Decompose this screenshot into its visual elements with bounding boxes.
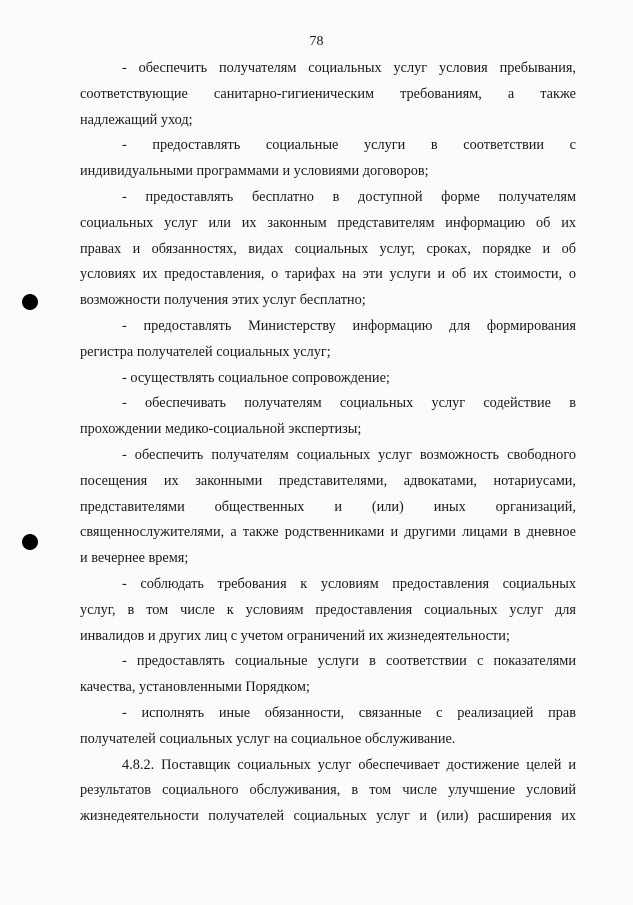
text-line: священнослужителями, а также родственниками и другими лицами в дневное bbox=[80, 524, 576, 541]
text-line: - предоставлять социальные услуги в соответствии с bbox=[122, 137, 576, 154]
text-line: - обеспечить получателям социальных услуг возможность свободного bbox=[122, 446, 576, 463]
text-line: - соблюдать требования к условиям предоставления социальных bbox=[122, 575, 576, 592]
text-line: - обеспечивать получателям социальных услуг содействие в bbox=[122, 395, 576, 412]
text-line: соответствующие санитарно-гигиеническим требованиям, а также bbox=[80, 85, 576, 102]
text-line: - предоставлять Министерству информацию для формирования bbox=[122, 317, 576, 334]
text-line: социальных услуг или их законным представителям информацию об их bbox=[80, 214, 576, 231]
punch-hole bbox=[22, 534, 38, 550]
text-line: правах и обязанностях, видах социальных услуг, сроках, порядке и об bbox=[80, 240, 576, 257]
text-line: - осуществлять социальное сопровождение; bbox=[122, 369, 390, 386]
text-line: индивидуальными программами и условиями договоров; bbox=[80, 163, 429, 180]
text-line: представителями общественных и (или) иных организаций, bbox=[80, 498, 576, 515]
text-line: услуг, в том числе к условиям предоставления социальных услуг для bbox=[80, 601, 576, 618]
text-line: - предоставлять бесплатно в доступной форме получателям bbox=[122, 188, 576, 205]
text-line: качества, установленными Порядком; bbox=[80, 679, 310, 696]
document-body bbox=[80, 56, 576, 830]
text-line: получателей социальных услуг на социальное обслуживание. bbox=[80, 730, 456, 747]
text-line: регистра получателей социальных услуг; bbox=[80, 343, 331, 360]
page-number: 78 bbox=[309, 34, 324, 49]
text-line: - обеспечить получателям социальных услуг условия пребывания, bbox=[122, 60, 576, 76]
text-line: прохождении медико-социальной экспертизы; bbox=[80, 421, 362, 438]
text-line: результатов социального обслуживания, в том числе улучшение условий bbox=[80, 782, 576, 799]
text-line: - исполнять иные обязанности, связанные с реализацией прав bbox=[122, 704, 576, 721]
text-line: возможности получения этих услуг бесплатно; bbox=[80, 292, 366, 309]
text-line: - предоставлять социальные услуги в соответствии с показателями bbox=[122, 653, 576, 670]
text-line: жизнедеятельности получателей социальных услуг и (или) расширения их bbox=[80, 808, 576, 825]
punch-hole bbox=[22, 294, 38, 310]
text-line: надлежащий уход; bbox=[80, 111, 193, 128]
text-line: инвалидов и других лиц с учетом ограничений их жизнедеятельности; bbox=[80, 627, 510, 644]
text-line: 4.8.2. Поставщик социальных услуг обеспечивает достижение целей и bbox=[122, 756, 576, 773]
text-line: и вечернее время; bbox=[80, 550, 189, 567]
text-line: условиях их предоставления, о тарифах на эти услуги и об их стоимости, о bbox=[80, 266, 576, 283]
text-line: посещения их законными представителями, адвокатами, нотариусами, bbox=[80, 472, 576, 489]
